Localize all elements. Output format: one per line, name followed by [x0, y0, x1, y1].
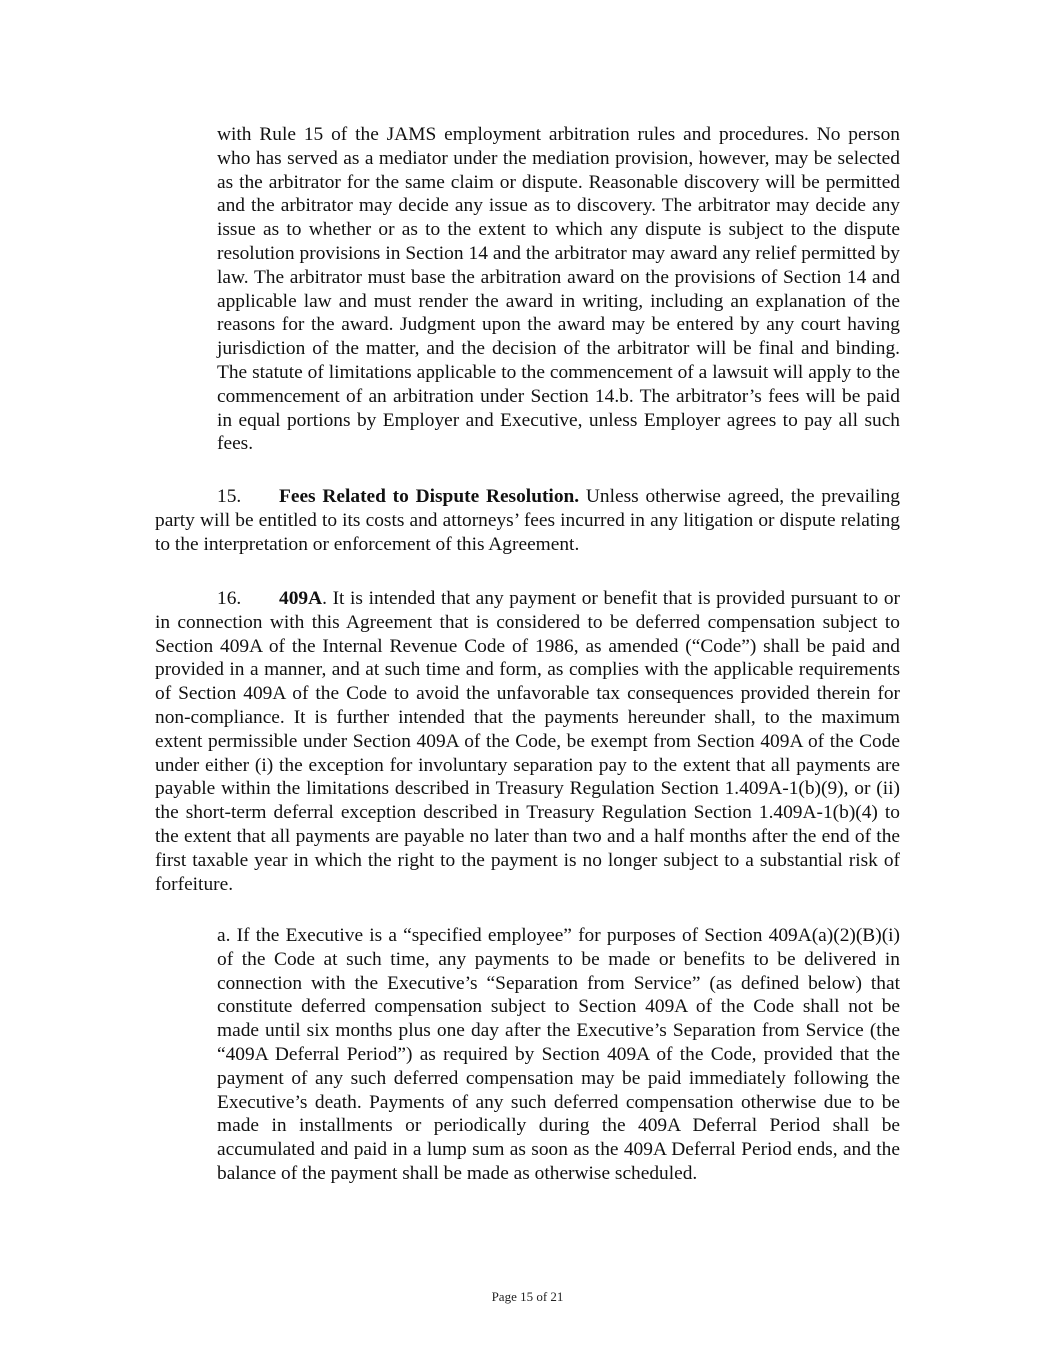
section-16-heading: 409A	[279, 588, 323, 609]
arbitration-continuation-paragraph: with Rule 15 of the JAMS employment arbitration rules and procedures. No person who has served as a mediator under the mediation provision, however, may be selected as the arbitrator for the same claim or dispute. Reasonable discovery will be permitted and the arbitrator may decide any issue as to discovery. The arbitrator may decide any issue as to whether or as to the extent to which any dispute is subject to the dispute resolution provisions in Section 14 and the arbitrator may award any relief permitted by law. The arbitrator must base the arbitration award on the provisions of Section 14 and applicable law and must render the award in writing, including an explanation of the reasons for the award. Judgment upon the award may be entered by any court having jurisdiction of the matter, and the decision of the arbitrator will be final and binding. The statute of limitations applicable to the commencement of a lawsuit will apply to the commencement of an arbitration under Section 14.b. The arbitrator’s fees will be paid in equal portions by Employer and Executive, unless Employer agrees to pay all such fees.	[217, 124, 900, 455]
section-16-body: . It is intended that any payment or benefit that is provided pursuant to or in connection with this Agreement that is considered to be deferred compensation subject to Section 409A of the Internal Revenue Code of 1986, as amended (“Code”) shall be paid and provided in a manner, and at such time and form, as complies with the applicable requirements of Section 409A of the Code to avoid the unfavorable tax consequences provided therein for non-compliance. It is further intended that the payments hereunder shall, to the maximum extent permissible under Section 409A of the Code, be exempt from Section 409A of the Code under either (i) the exception for involuntary separation pay to the extent that all payments are payable within the limitations described in Treasury Regulation Section 1.409A-1(b)(9), or (ii) the short-term deferral exception described in Treasury Regulation Section 1.409A-1(b)(4) to the extent that all payments are payable no later than two and a half months after the end of the first taxable year in which the right to the payment is no longer subject to a substantial risk of forfeiture.	[155, 588, 900, 895]
section-15-paragraph	[155, 485, 900, 556]
section-15-number: 15.	[217, 486, 242, 507]
subsection-a-paragraph: a. If the Executive is a “specified employee” for purposes of Section 409A(a)(2)(B)(i) of the Code at such time, any payments to be made or benefits to be delivered in connection with the Executive’s “Separation from Service” (as defined below) that constitute deferred compensation subject to Section 409A of the Code shall not be made until six months plus one day after the Executive’s Separation from Service (the “409A Deferral Period”) as required by Section 409A of the Code, provided that the payment of any such deferred compensation may be paid immediately following the Executive’s death. Payments of any such deferred compensation otherwise due to be made in installments or periodically during the 409A Deferral Period shall be accumulated and paid in a lump sum as soon as the 409A Deferral Period ends, and the balance of the payment shall be made as otherwise scheduled.	[217, 925, 900, 1184]
section-16-number: 16.	[217, 588, 242, 609]
section-15-body: Unless otherwise agreed, the prevailing party will be entitled to its costs and attorneys’ fees incurred in any litigation or dispute relating to the interpretation or enforcement of this Agreement.	[155, 486, 900, 555]
section-15-heading: Fees Related to Dispute Resolution.	[279, 486, 580, 507]
section-16-paragraph	[155, 587, 900, 896]
page-number-footer: Page 15 of 21	[491, 1289, 564, 1304]
